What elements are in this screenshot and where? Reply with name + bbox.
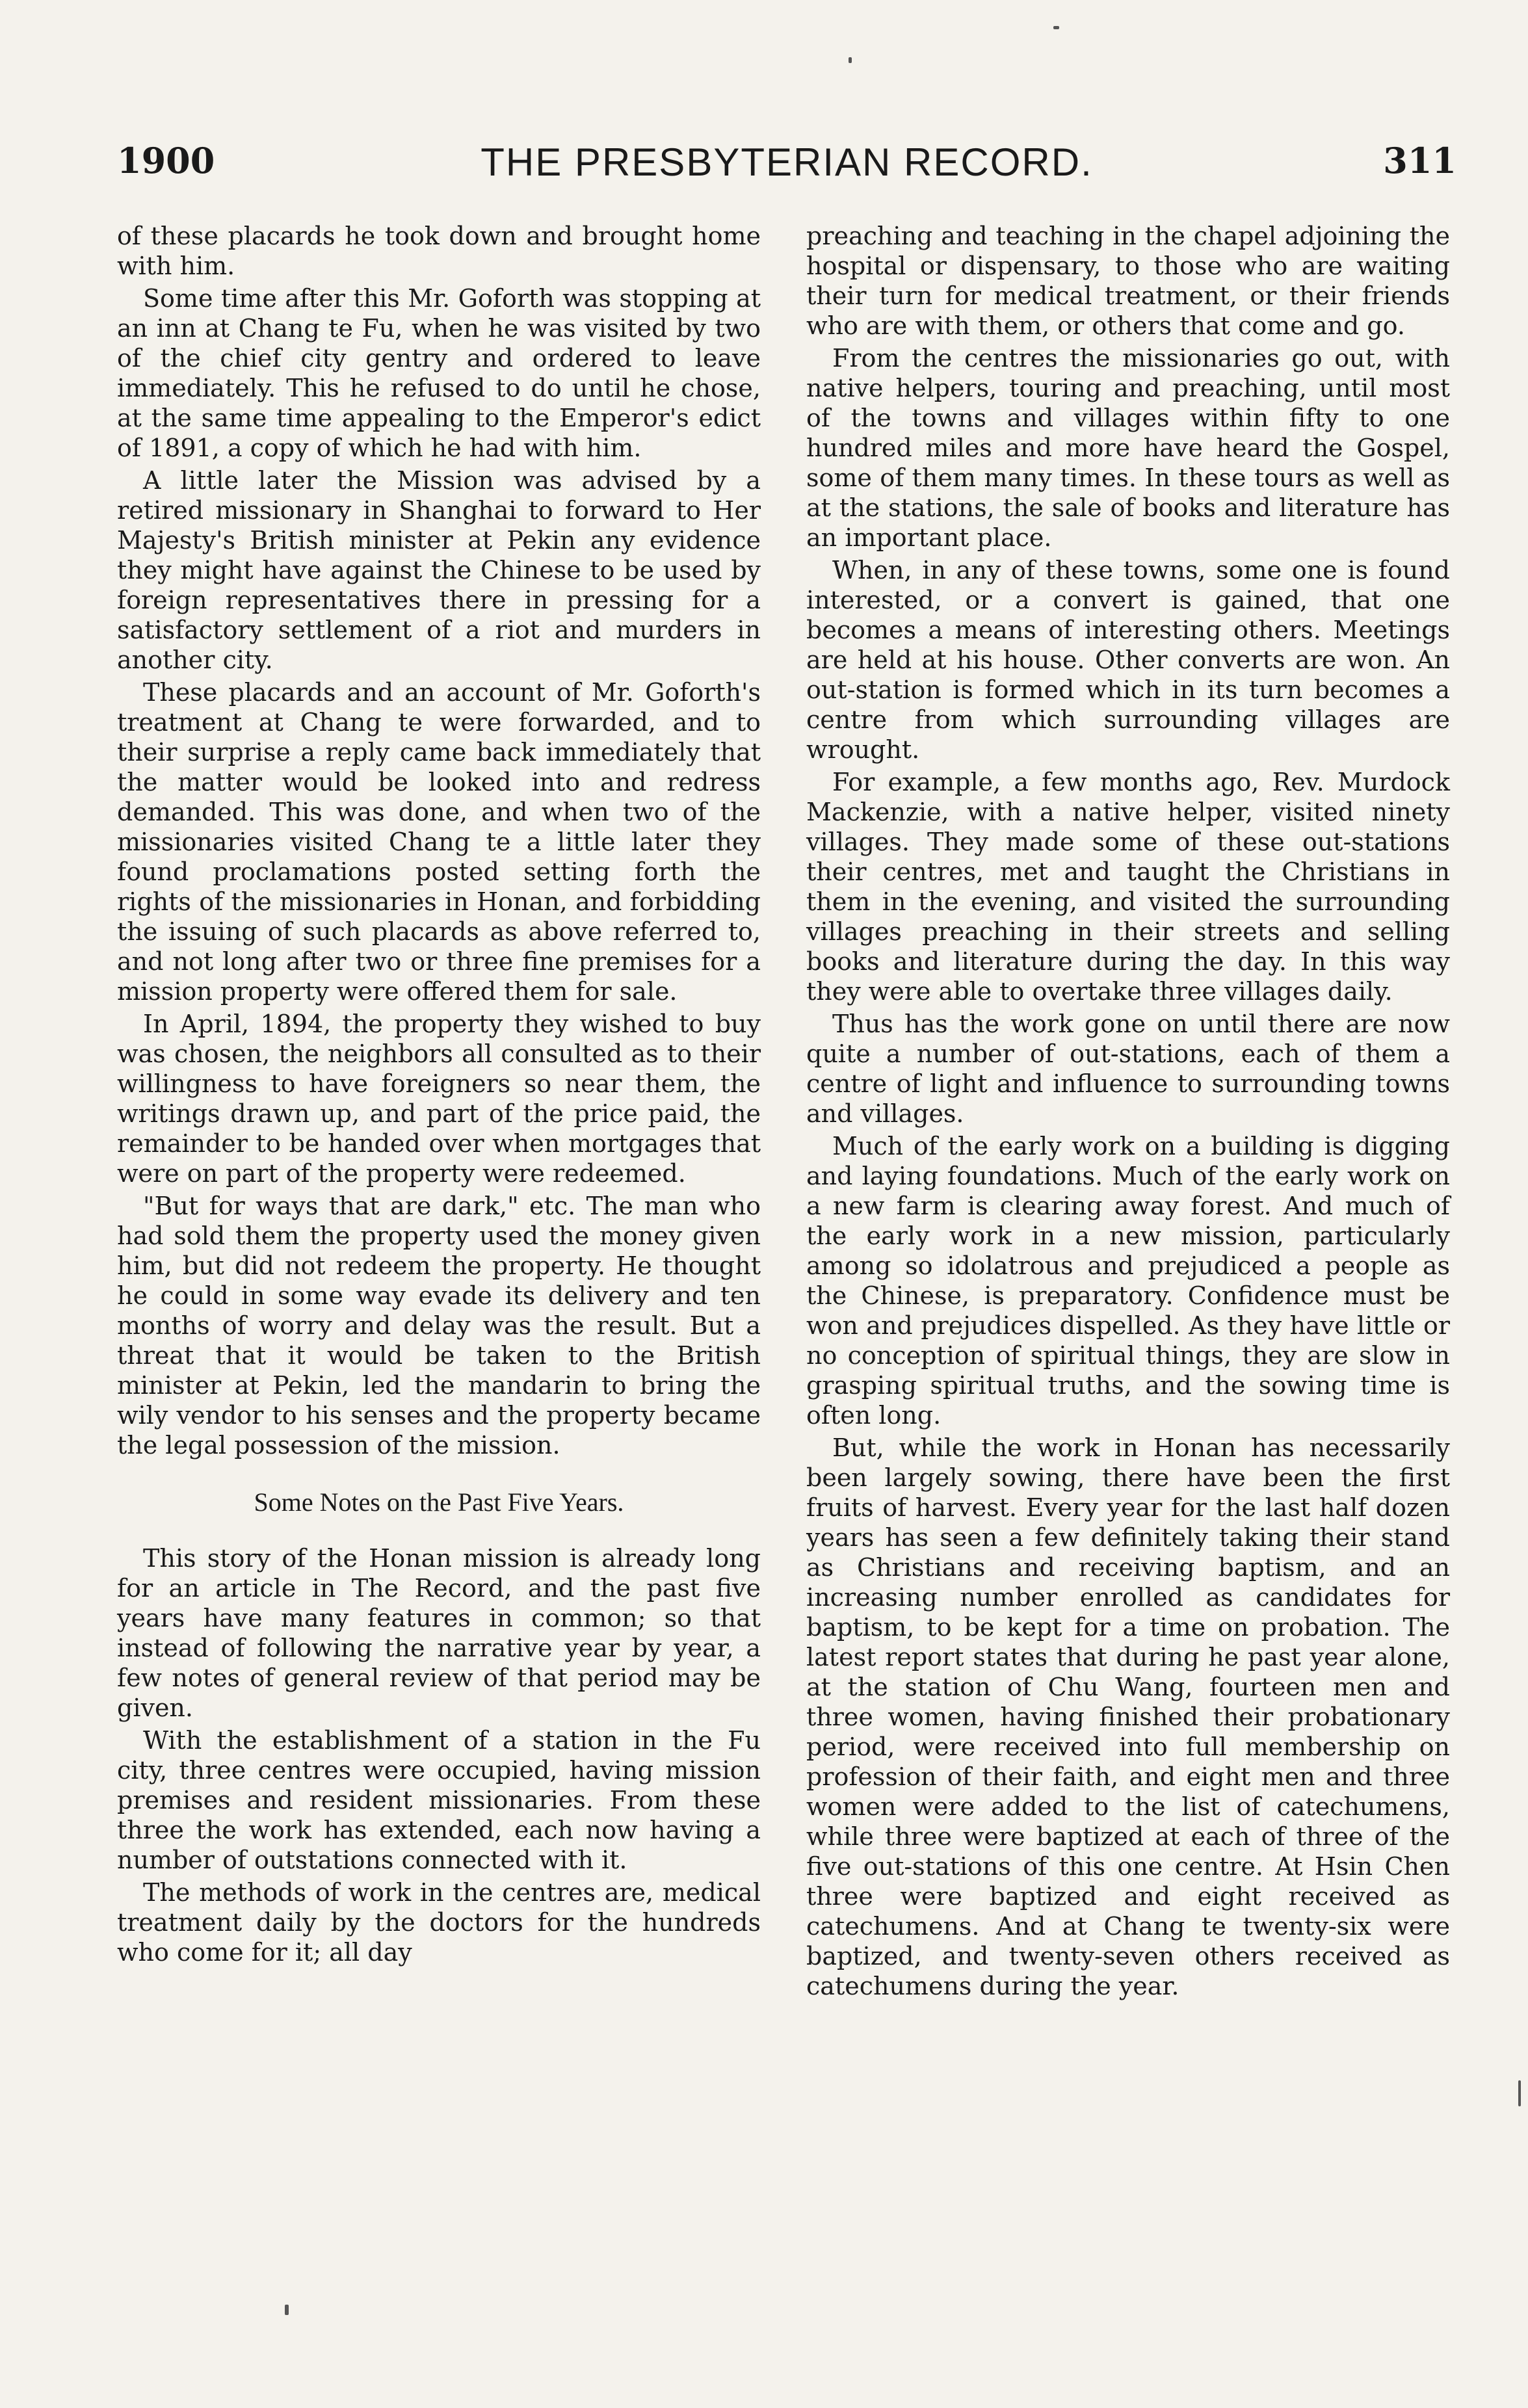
- paragraph: From the centres the missionaries go out, with native helpers, touring and preaching, until most of the towns and villages within fifty to one hundred miles and more have heard the Gospel, some of them many times. In these tours as well as at the stations, the sale of books and literature has an important place.: [806, 344, 1450, 552]
- section-heading: Some Notes on the Past Five Years.: [254, 1487, 624, 1517]
- paragraph: For example, a few months ago, Rev. Murdock Mackenzie, with a native helper, visited ninety villages. They made some of these out-stations their centres, met and taught the Christians in them in the evening, and visited the surrounding villages preaching in their streets and selling books and literature during the day. In this way they were able to overtake three villages daily.: [806, 768, 1450, 1006]
- publication-title: THE PRESBYTERIAN RECORD.: [481, 140, 1093, 184]
- right-column: [806, 221, 1450, 2004]
- paragraph: Much of the early work on a building is digging and laying foundations. Much of the early work on a new farm is clearing away forest. And much of the early work in a new mission, particularly among so idolatrous and prejudiced a people as the Chinese, is preparatory. Confidence must be won and prejudices dispelled. As they have little or no conception of spiritual things, they are slow in grasping spiritual truths, and the sowing time is often long.: [806, 1132, 1450, 1430]
- scan-speck: [1053, 26, 1059, 29]
- page-header: [117, 140, 1456, 192]
- page-number: 311: [1383, 140, 1456, 181]
- paragraph: A little later the Mission was advised by a retired missionary in Shanghai to forward to Her Majesty's British minister at Pekin any evidence they might have against the Chinese to be used by foreign representatives there in pressing for a satisfactory settlement of a riot and murders in another city.: [117, 466, 761, 674]
- paragraph: preaching and teaching in the chapel adjoining the hospital or dispensary, to those who are waiting their turn for medical treatment, or their friends who are with them, or others that come and go.: [806, 222, 1450, 340]
- paragraph: In April, 1894, the property they wished to buy was chosen, the neighbors all consulted as to their willingness to have foreigners so near them, the writings drawn up, and part of the price paid, the remainder to be handed over when mortgages that were on part of the property were redeemed.: [117, 1010, 761, 1188]
- scan-speck: [849, 57, 852, 63]
- paragraph: Thus has the work gone on until there are now quite a number of out-stations, each of them a centre of light and influence to surrounding towns and villages.: [806, 1010, 1450, 1128]
- paragraph: Some time after this Mr. Goforth was stopping at an inn at Chang te Fu, when he was visited by two of the chief city gentry and ordered to leave immediately. This he refused to do until he chose, at the same time appealing to the Emperor's edict of 1891, a copy of which he had with him.: [117, 284, 761, 462]
- paragraph: When, in any of these towns, some one is found interested, or a convert is gained, that one becomes a means of interesting others. Meetings are held at his house. Other converts are won. An out-station is formed which in its turn becomes a centre from which surrounding villages are wrought.: [806, 556, 1450, 764]
- scan-speck: [1518, 2080, 1521, 2106]
- paragraph: of these placards he took down and brought home with him.: [117, 222, 761, 280]
- paragraph: With the establishment of a station in the Fu city, three centres were occupied, having mission premises and resident missionaries. From these three the work has extended, each now having a number of outstations connected with it.: [117, 1726, 761, 1874]
- paragraph: These placards and an account of Mr. Goforth's treatment at Chang te were forwarded, and to their surprise a reply came back immediately that the matter would be looked into and redress demanded. This was done, and when two of the missionaries visited Chang te a little later they found proclamations posted setting forth the rights of the missionaries in Honan, and forbidding the issuing of such placards as above referred to, and not long after two or three fine premises for a mission property were offered them for sale.: [117, 678, 761, 1006]
- header-year: 1900: [117, 140, 215, 181]
- paragraph: "But for ways that are dark," etc. The man who had sold them the property used the money given him, but did not redeem the property. He thought he could in some way evade its delivery and ten months of worry and delay was the result. But a threat that it would be taken to the British minister at Pekin, led the mandarin to bring the wily vendor to his senses and the property became the legal possession of the mission.: [117, 1192, 761, 1459]
- paragraph: The methods of work in the centres are, medical treatment daily by the doctors for the hundreds who come for it; all day: [117, 1878, 761, 1967]
- scan-speck: [285, 2305, 289, 2315]
- left-column: [117, 221, 761, 1970]
- paragraph: This story of the Honan mission is already long for an article in The Record, and the past five years have many features in common; so that instead of following the narrative year by year, a few notes of general review of that period may be given.: [117, 1544, 761, 1722]
- paragraph: But, while the work in Honan has necessarily been largely sowing, there have been the first fruits of harvest. Every year for the last half dozen years has seen a few definitely taking their stand as Christians and receiving baptism, and an increasing number enrolled as candidates for baptism, to be kept for a time on probation. The latest report states that during he past year alone, at the station of Chu Wang, fourteen men and three women, having finished their probationary period, were received into full membership on profession of their faith, and eight men and three women were added to the list of catechumens, while three were baptized at each of three of the five out-stations of this one centre. At Hsin Chen three were baptized and eight received as catechumens. And at Chang te twenty-six were baptized, and twenty-seven others received as catechumens during the year.: [806, 1433, 1450, 2000]
